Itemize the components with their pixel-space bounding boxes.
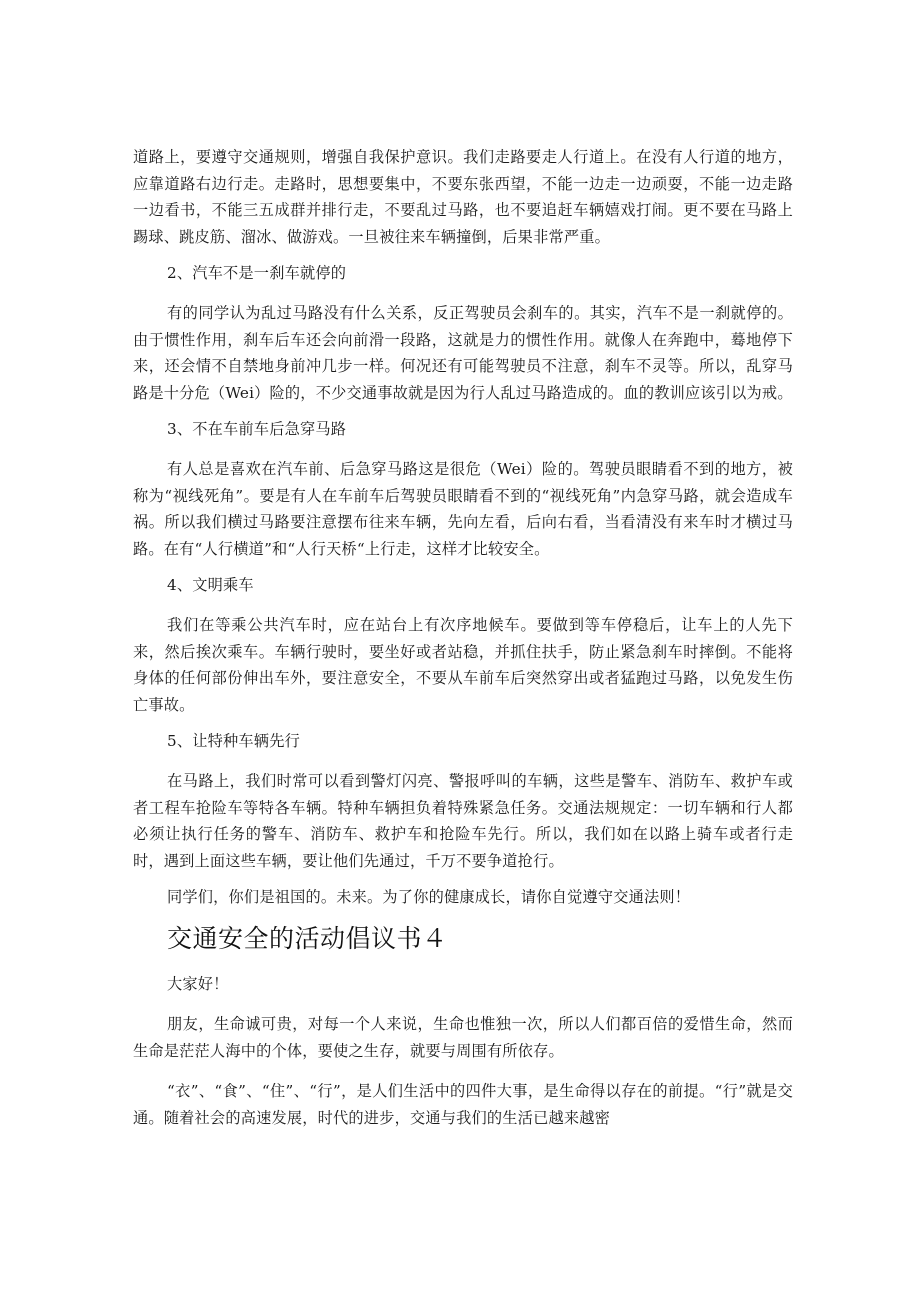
document-page bbox=[133, 144, 793, 1131]
paragraph-crossing: 有人总是喜欢在汽车前、后急穿马路这是很危（Wei）险的。驾驶员眼睛看不到的地方，被称为“视线死角”。要是有人在车前车后驾驶员眼睛看不到的“视线死角”内急穿马路，就会造成车祸。所以我们横过马路要注意摆布往来车辆，先向左看，后向右看，当看清没有来车时才横过马路。在有“人行横道”和“人行天桥“上行走，这样才比较安全。 bbox=[133, 460, 793, 558]
subheading-crossing: 3、不在车前车后急穿马路 bbox=[167, 420, 347, 438]
section-title: 交通安全的活动倡议书４ bbox=[167, 923, 448, 953]
subheading-braking: 2、汽车不是一刹车就停的 bbox=[167, 264, 347, 282]
paragraph-life: 朋友，生命诚可贵，对每一个人来说，生命也惟独一次，所以人们都百倍的爱惜生命，然而生命是茫茫人海中的个体，要使之生存，就要与周围有所依存。 bbox=[133, 1015, 793, 1060]
paragraph-closing: 同学们，你们是祖国的。未来。为了你的健康成长，请你自觉遵守交通法则！ bbox=[167, 888, 691, 906]
paragraph-special-vehicles: 在马路上，我们时常可以看到警灯闪亮、警报呼叫的车辆，这些是警车、消防车、救护车或者工程车抢险车等特各车辆。特种车辆担负着特殊紧急任务。交通法规规定：一切车辆和行人都必须让执行任务的警车、消防车、救护车和抢险车先行。所以，我们如在以路上骑车或者行走时，遇到上面这些车辆，要让他们先通过，千万不要争道抢行。 bbox=[133, 772, 793, 870]
paragraph-riding: 我们在等乘公共汽车时，应在站台上有次序地候车。要做到等车停稳后，让车上的人先下来，然后挨次乘车。车辆行驶时，要坐好或者站稳，并抓住扶手，防止紧急刹车时摔倒。不能将身体的任何部份伸出车外，要注意安全，不要从车前车后突然穿出或者猛跑过马路，以免发生伤亡事故。 bbox=[133, 616, 793, 714]
paragraph-braking: 有的同学认为乱过马路没有什么关系，反正驾驶员会刹车的。其实，汽车不是一刹就停的。由于惯性作用，刹车后车还会向前滑一段路，这就是力的惯性作用。就像人在奔跑中，蓦地停下来，还会情不自禁地身前冲几步一样。何况还有可能驾驶员不注意，刹车不灵等。所以，乱穿马路是十分危（Wei）险的，不少交通事故就是因为行人乱过马路造成的。血的教训应该引以为戒。 bbox=[133, 304, 793, 402]
paragraph-walking-rules: 道路上，要遵守交通规则，增强自我保护意识。我们走路要走人行道上。在没有人行道的地方，应靠道路右边行走。走路时，思想要集中，不要东张西望，不能一边走一边顽耍，不能一边走路一边看书，不能三五成群并排行走，不要乱过马路，也不要追赶车辆嬉戏打闹。更不要在马路上踢球、跳皮筋、溜冰、做游戏。一旦被往来车辆撞倒，后果非常严重。 bbox=[133, 148, 793, 246]
paragraph-four-matters: “衣”、“食”、“住”、“行”，是人们生活中的四件大事，是生命得以存在的前提。“行”就是交通。随着社会的高速发展，时代的进步，交通与我们的生活已越来越密 bbox=[133, 1082, 793, 1127]
paragraph-greeting: 大家好！ bbox=[167, 974, 229, 993]
subheading-special-vehicles: 5、让特种车辆先行 bbox=[167, 732, 300, 750]
subheading-riding: 4、文明乘车 bbox=[167, 576, 254, 594]
